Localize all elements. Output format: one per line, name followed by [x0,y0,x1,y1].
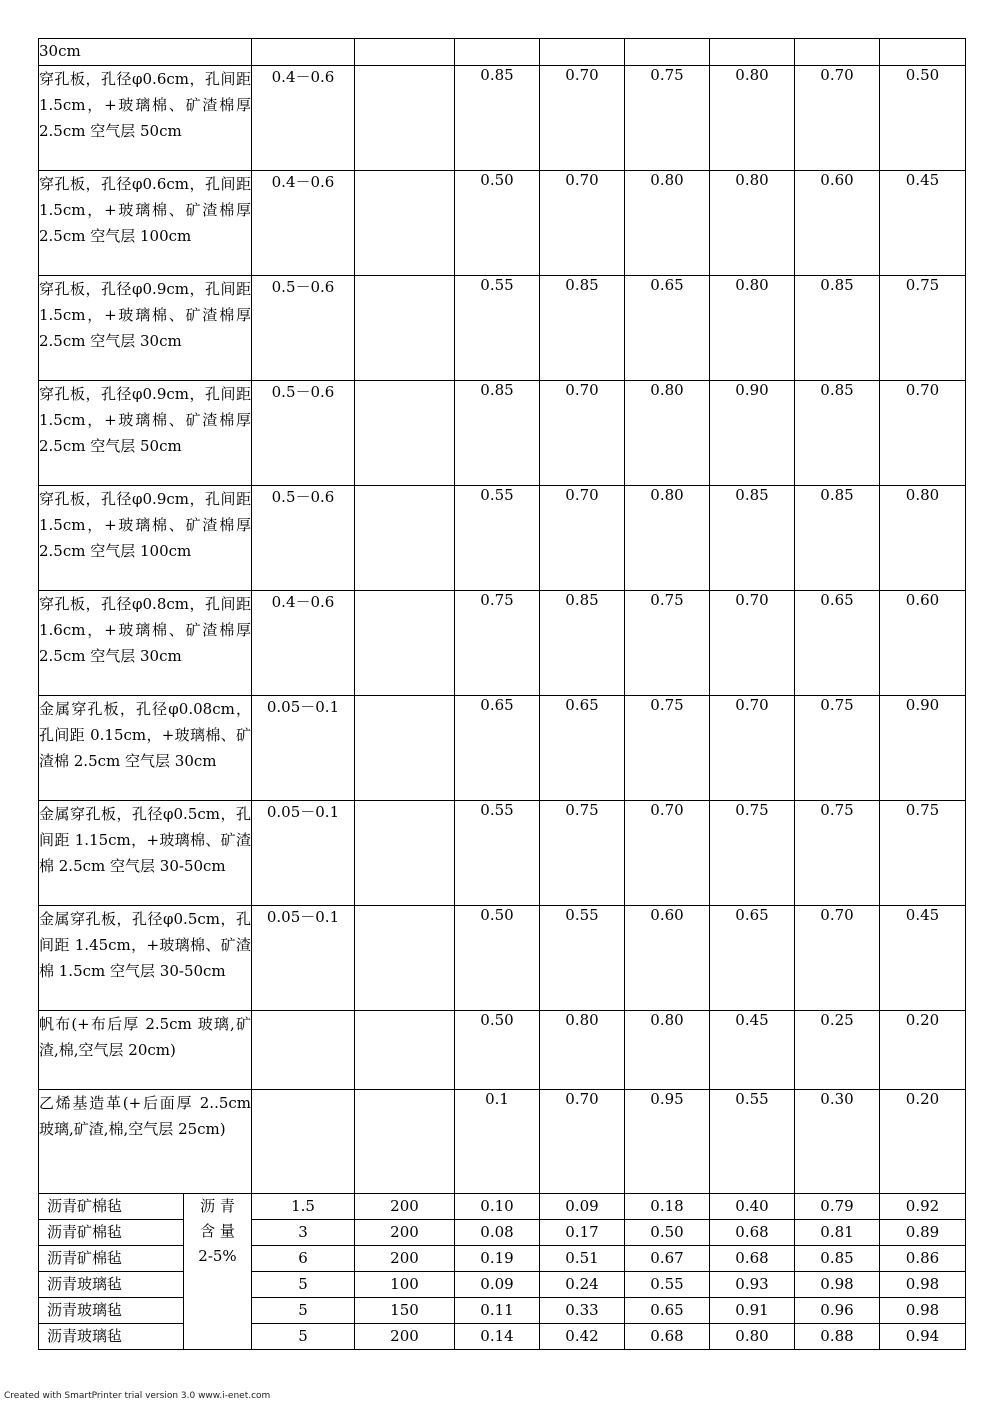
value-cell: 0.19 [455,1246,540,1272]
range-cell: 0.5－0.6 [252,381,355,486]
value-cell: 0.92 [880,1194,966,1220]
material-description: 穿孔板，孔径φ0.6cm，孔间距 1.5cm，+玻璃棉、矿渣棉厚 2.5cm 空气层 100cm [39,171,252,276]
material-name: 沥青矿棉毡 [39,1194,184,1220]
material-name: 沥青玻璃毡 [39,1272,184,1298]
table-row [39,39,966,66]
value-cell: 0.95 [625,1090,710,1194]
table-row [39,1272,966,1298]
value-cell: 0.18 [625,1194,710,1220]
value-cell: 0.68 [710,1220,795,1246]
value-cell: 0.08 [455,1220,540,1246]
value-cell: 0.70 [880,381,966,486]
value-cell: 0.85 [455,66,540,171]
value-cell: 0.86 [880,1246,966,1272]
value-cell: 0.20 [880,1011,966,1090]
value-cell: 0.75 [795,696,880,801]
table-row [39,696,966,801]
value-cell: 0.65 [455,696,540,801]
material-description: 金属穿孔板，孔径φ0.5cm，孔间距 1.45cm，+玻璃棉、矿渣棉 1.5cm 空气层 30-50cm [39,906,252,1011]
absorption-coefficient-table [38,38,966,1350]
value-cell: 0.98 [795,1272,880,1298]
value-cell: 0.80 [710,276,795,381]
table-row [39,66,966,171]
thickness-cell: 5 [252,1324,355,1350]
value-cell: 0.55 [710,1090,795,1194]
thickness-cell: 6 [252,1246,355,1272]
value-cell: 0.25 [795,1011,880,1090]
table-row [39,1246,966,1272]
range-cell: 0.05－0.1 [252,906,355,1011]
extra-cell [355,591,455,696]
value-cell: 0.80 [625,486,710,591]
value-cell: 0.65 [795,591,880,696]
value-cell: 0.75 [625,591,710,696]
value-cell: 0.51 [540,1246,625,1272]
value-cell: 0.50 [455,906,540,1011]
value-cell: 0.30 [795,1090,880,1194]
value-cell: 0.80 [880,486,966,591]
thickness-cell: 5 [252,1298,355,1324]
extra-cell [355,381,455,486]
value-cell: 0.1 [455,1090,540,1194]
range-cell: 0.5－0.6 [252,486,355,591]
value-cell: 0.55 [455,801,540,906]
value-cell: 0.85 [710,486,795,591]
value-cell: 0.60 [625,906,710,1011]
value-cell: 0.45 [710,1011,795,1090]
value-cell: 0.65 [540,696,625,801]
range-cell: 0.05－0.1 [252,696,355,801]
value-cell: 0.50 [455,1011,540,1090]
table-row [39,1011,966,1090]
table-row [39,381,966,486]
value-cell: 0.68 [625,1324,710,1350]
density-cell: 150 [355,1298,455,1324]
value-cell: 0.67 [625,1246,710,1272]
value-cell: 0.89 [880,1220,966,1246]
value-cell: 0.98 [880,1272,966,1298]
value-cell: 0.90 [710,381,795,486]
value-cell: 0.70 [795,66,880,171]
material-name: 沥青矿棉毡 [39,1220,184,1246]
value-cell: 0.75 [625,66,710,171]
table-row [39,906,966,1011]
value-cell: 0.68 [710,1246,795,1272]
table-row [39,591,966,696]
value-cell: 0.80 [625,1011,710,1090]
density-cell: 200 [355,1324,455,1350]
value-cell: 0.80 [710,171,795,276]
material-description: 乙烯基造革(+后面厚 2..5cm 玻璃,矿渣,棉,空气层 25cm) [39,1090,252,1194]
value-cell: 0.75 [455,591,540,696]
value-cell: 0.50 [625,1220,710,1246]
value-cell: 0.50 [880,66,966,171]
value-cell: 0.11 [455,1298,540,1324]
range-cell: 0.4－0.6 [252,66,355,171]
value-cell: 0.98 [880,1298,966,1324]
value-cell: 0.10 [455,1194,540,1220]
value-cell: 0.70 [625,801,710,906]
value-cell: 0.70 [540,486,625,591]
range-cell: 0.4－0.6 [252,591,355,696]
value-cell: 0.85 [540,591,625,696]
value-cell: 0.55 [455,486,540,591]
value-cell: 0.42 [540,1324,625,1350]
value-cell: 0.55 [455,276,540,381]
extra-cell [355,906,455,1011]
density-cell: 100 [355,1272,455,1298]
extra-cell [355,66,455,171]
value-cell: 0.65 [625,276,710,381]
value-cell: 0.75 [880,801,966,906]
value-cell: 0.55 [540,906,625,1011]
watermark-footer: Created with SmartPrinter trial version 3.0 www.i-enet.com [4,1391,271,1401]
table-row [39,1194,966,1220]
value-cell: 0.70 [540,381,625,486]
value-cell: 0.70 [710,591,795,696]
value-cell: 0.70 [540,171,625,276]
value-cell: 0.70 [710,696,795,801]
table-row [39,486,966,591]
value-cell: 0.85 [540,276,625,381]
value-cell: 0.80 [540,1011,625,1090]
value-cell: 0.75 [710,801,795,906]
value-cell: 0.80 [625,171,710,276]
value-cell: 0.96 [795,1298,880,1324]
table-row [39,1298,966,1324]
value-cell: 0.75 [540,801,625,906]
density-cell: 200 [355,1220,455,1246]
extra-cell [355,801,455,906]
material-description: 穿孔板，孔径φ0.9cm，孔间距 1.5cm，+玻璃棉、矿渣棉厚 2.5cm 空气层 30cm [39,276,252,381]
value-cell: 0.14 [455,1324,540,1350]
value-cell: 0.33 [540,1298,625,1324]
value-cell: 0.93 [710,1272,795,1298]
material-description: 金属穿孔板，孔径φ0.5cm，孔间距 1.15cm，+玻璃棉、矿渣棉 2.5cm 空气层 30-50cm [39,801,252,906]
table-row [39,171,966,276]
material-name: 沥青矿棉毡 [39,1246,184,1272]
value-cell: 0.70 [540,66,625,171]
value-cell: 0.88 [795,1324,880,1350]
value-cell: 0.09 [540,1194,625,1220]
value-cell: 0.85 [795,486,880,591]
value-cell: 0.85 [795,381,880,486]
material-name: 沥青玻璃毡 [39,1298,184,1324]
material-description: 穿孔板，孔径φ0.6cm，孔间距 1.5cm，+玻璃棉、矿渣棉厚 2.5cm 空气层 50cm [39,66,252,171]
value-cell: 0.85 [795,1246,880,1272]
material-description: 金属穿孔板，孔径φ0.08cm，孔间距 0.15cm，+玻璃棉、矿渣棉 2.5cm 空气层 30cm [39,696,252,801]
extra-cell [355,171,455,276]
value-cell: 0.60 [795,171,880,276]
extra-cell [355,486,455,591]
density-cell: 200 [355,1246,455,1272]
range-cell: 0.05－0.1 [252,801,355,906]
value-cell: 0.70 [795,906,880,1011]
table-row [39,1220,966,1246]
value-cell: 0.91 [710,1298,795,1324]
value-cell: 0.55 [625,1272,710,1298]
value-cell: 0.17 [540,1220,625,1246]
material-description: 帆布(+布后厚 2.5cm 玻璃,矿渣,棉,空气层 20cm) [39,1011,252,1090]
value-cell: 0.75 [795,801,880,906]
thickness-cell: 1.5 [252,1194,355,1220]
range-cell: 0.4－0.6 [252,171,355,276]
value-cell: 0.45 [880,171,966,276]
value-cell: 0.20 [880,1090,966,1194]
value-cell: 0.09 [455,1272,540,1298]
value-cell: 0.85 [795,276,880,381]
table-row [39,1324,966,1350]
value-cell: 0.90 [880,696,966,801]
range-cell: 0.5－0.6 [252,276,355,381]
value-cell: 0.79 [795,1194,880,1220]
extra-cell [355,696,455,801]
value-cell: 0.85 [455,381,540,486]
material-description: 穿孔板，孔径φ0.9cm，孔间距 1.5cm，+玻璃棉、矿渣棉厚 2.5cm 空气层 100cm [39,486,252,591]
value-cell: 0.50 [455,171,540,276]
value-cell: 0.94 [880,1324,966,1350]
material-description: 穿孔板，孔径φ0.8cm，孔间距 1.6cm，+玻璃棉、矿渣棉厚 2.5cm 空气层 30cm [39,591,252,696]
value-cell: 0.60 [880,591,966,696]
material-name: 沥青玻璃毡 [39,1324,184,1350]
material-description: 30cm [39,39,252,66]
thickness-cell: 5 [252,1272,355,1298]
material-description: 穿孔板，孔径φ0.9cm，孔间距 1.5cm，+玻璃棉、矿渣棉厚 2.5cm 空气层 50cm [39,381,252,486]
thickness-cell: 3 [252,1220,355,1246]
value-cell: 0.80 [710,1324,795,1350]
density-cell: 200 [355,1194,455,1220]
value-cell: 0.70 [540,1090,625,1194]
value-cell: 0.65 [625,1298,710,1324]
value-cell: 0.24 [540,1272,625,1298]
value-cell: 0.75 [625,696,710,801]
table-row [39,276,966,381]
value-cell: 0.81 [795,1220,880,1246]
value-cell: 0.40 [710,1194,795,1220]
table-row [39,1090,966,1194]
value-cell: 0.80 [625,381,710,486]
table-row [39,801,966,906]
extra-cell [355,276,455,381]
value-cell: 0.45 [880,906,966,1011]
value-cell: 0.80 [710,66,795,171]
value-cell: 0.65 [710,906,795,1011]
asphalt-content-note: 沥 青 含 量 2-5% [184,1194,252,1350]
value-cell: 0.75 [880,276,966,381]
